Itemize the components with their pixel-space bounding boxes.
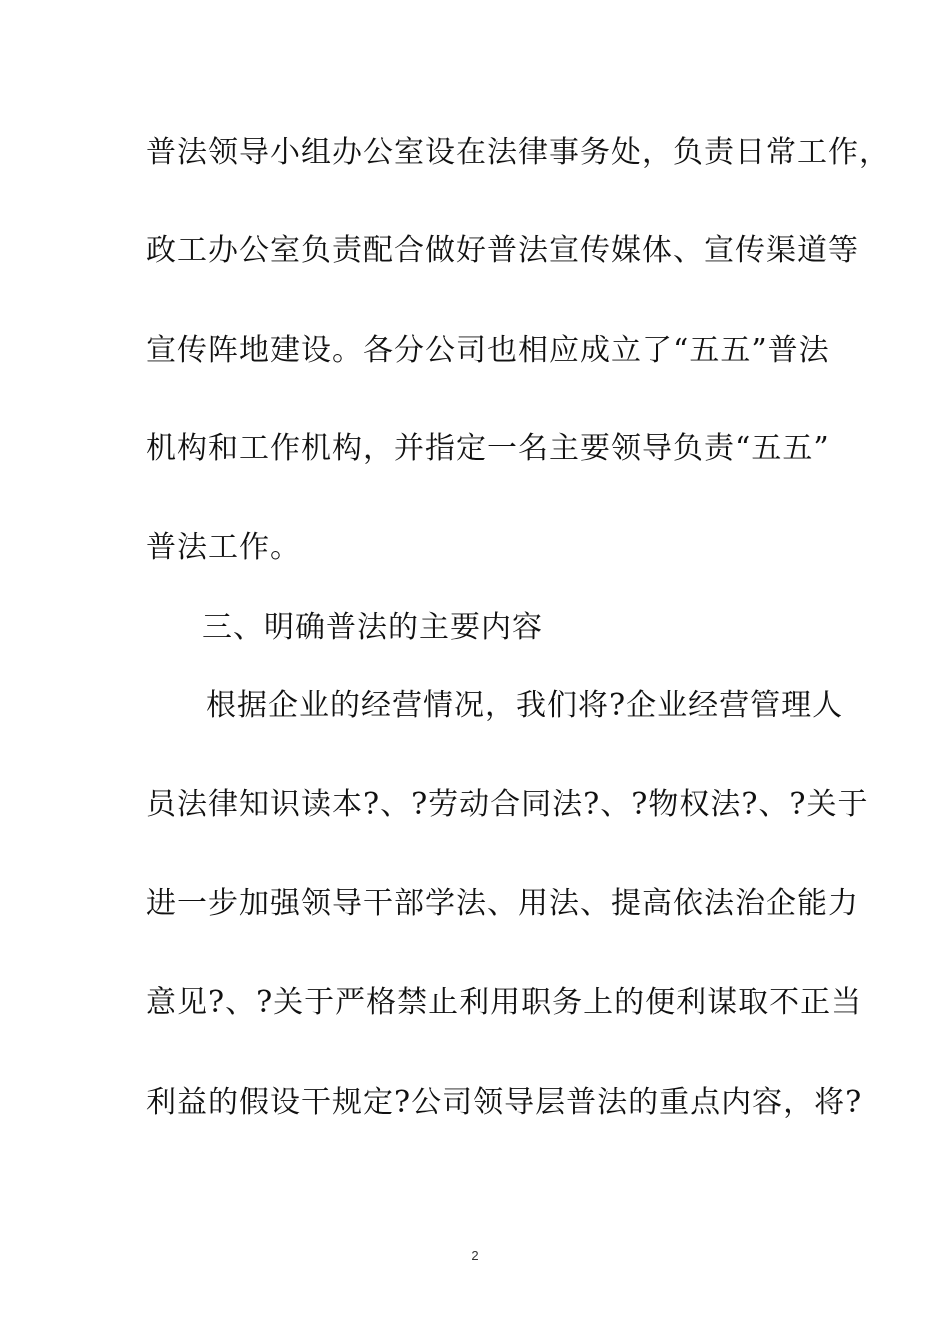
text-line: 普法领导小组办公室设在法律事务处，负责日常工作， [146, 135, 890, 170]
page-number: 2 [471, 1248, 479, 1263]
text-line: 政工办公室负责配合做好普法宣传媒体、宣传渠道等 [146, 233, 859, 268]
text-line: 进一步加强领导干部学法、用法、提高依法治企能力 [146, 886, 859, 921]
text-line: 宣传阵地建设。各分公司也相应成立了“五五”普法 [146, 333, 830, 368]
text-line: 利益的假设干规定?公司领导层普法的重点内容，将? [146, 1085, 863, 1120]
text-line: 机构和工作机构，并指定一名主要领导负责“五五” [146, 431, 830, 466]
text-line: 员法律知识读本?、?劳动合同法?、?物权法?、?关于 [146, 787, 869, 822]
section-heading: 三、明确普法的主要内容 [202, 610, 543, 645]
text-line: 意见?、?关于严格禁止利用职务上的便利谋取不正当 [146, 985, 863, 1020]
text-line: 根据企业的经营情况，我们将?企业经营管理人 [206, 688, 844, 723]
text-line: 普法工作。 [146, 530, 301, 565]
